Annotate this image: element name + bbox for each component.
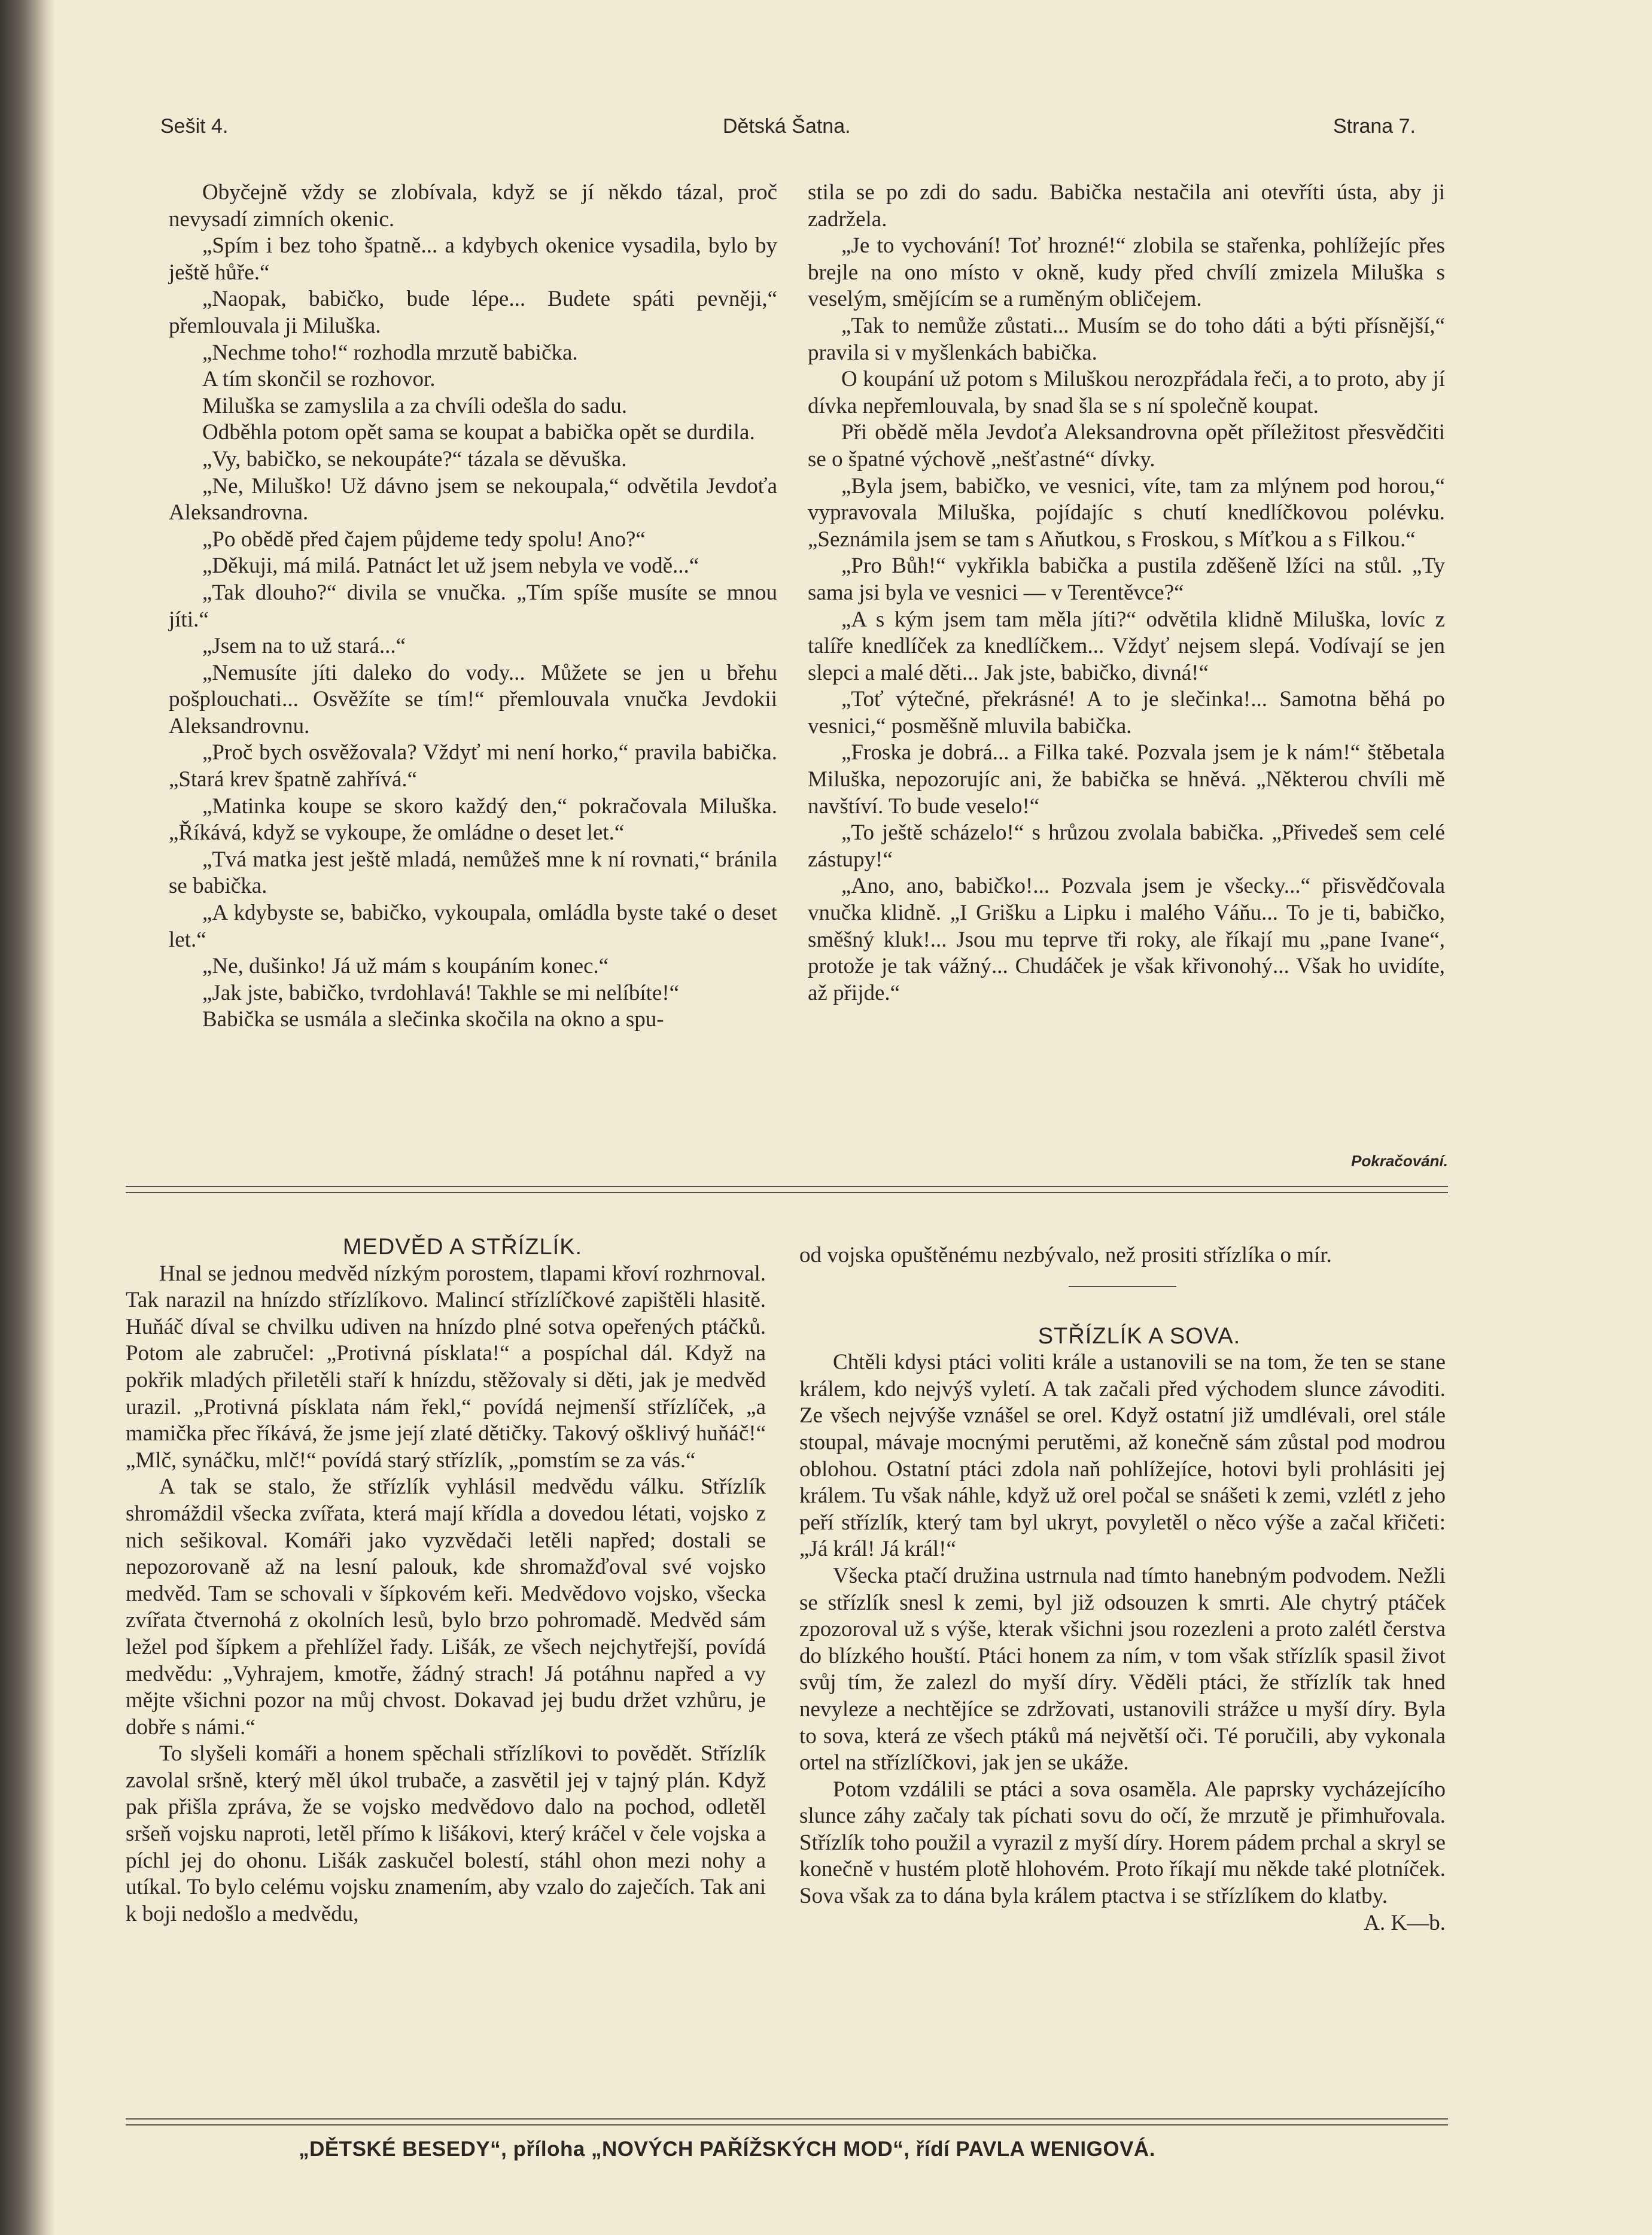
paragraph: „Byla jsem, babičko, ve vesnici, víte, tam za mlýnem pod horou,“ vypravovala Miluška, pojídajíc s chutí knedlíčkovou polévku. „Seznámila jsem se tam s Aňutkou, s Froskou, s Míťkou a s Filkou.“: [808, 473, 1445, 552]
paragraph: „Ne, Miluško! Už dávno jsem se nekoupala,“ odvětila Jevdoťa Aleksandrovna.: [169, 473, 777, 525]
paragraph: „Spím i bez toho špatně... a kdybych okenice vysadila, bylo by ještě hůře.“: [169, 233, 777, 285]
paragraph: „Je to vychování! Toť hrozné!“ zlobila se stařenka, pohlížejíc přes brejle na ono místo v okně, kudy před chvílí zmizela Miluška s veselým, smějícím se a ruměným obličejem.: [808, 233, 1445, 312]
paragraph: od vojska opuštěnému nezbývalo, než prositi střízlíka o mír.: [799, 1243, 1332, 1267]
author-signature: A. K—b.: [1364, 1910, 1446, 1935]
paragraph: To slyšeli komáři a honem spěchali střízlíkovi to povědět. Střízlík zavolal sršně, který měl úkol trubače, a zasvětil jej v tajný plán. Když pak přišla zpráva, že se vojsko medvědovo dalo na pochod, odletěl sršeň vojsku naproti, letěl přímo k lišákovi, který kráčel v čele vojska a píchl jej do ohonu. Lišák zaskučel bolestí, stáhl ohon mezi nohy a utíkal. To bylo celému vojsku znamením, aby vzalo do zaječích. Tak ani k boji nedošlo a medvědu,: [126, 1741, 766, 1926]
paragraph: „Matinka koupe se skoro každý den,“ pokračovala Miluška. „Říkává, když se vykoupe, že omládne o deset let.“: [169, 793, 777, 846]
header-issue: Sešit 4.: [160, 115, 229, 138]
paragraph: stila se po zdi do sadu. Babička nestačila ani otevříti ústa, aby ji zadržela.: [808, 180, 1445, 232]
publication-footer: „DĚTSKÉ BESEDY“, příloha „NOVÝCH PAŘÍŽSKÝCH MOD“, řídí PAVLA WENIGOVÁ.: [299, 2137, 1155, 2161]
paragraph: „Proč bych osvěžovala? Vždyť mi není horko,“ pravila babička. „Stará krev špatně zahřívá.“: [169, 740, 777, 792]
paragraph: „Tvá matka jest ještě mladá, nemůžeš mne k ní rovnati,“ bránila se babička.: [169, 847, 777, 899]
paragraph: Odběhla potom opět sama se koupat a babička opět se durdila.: [202, 420, 755, 445]
paragraph: A tím skončil se rozhovor.: [202, 367, 436, 392]
paragraph: „To ještě scházelo!“ s hrůzou zvolala babička. „Přivedeš sem celé zástupy!“: [808, 820, 1445, 872]
paragraph: „A s kým jsem tam měla jíti?“ odvětila klidně Miluška, lovíc z talíře knedlíček za knedlíčkem... Vždyť nejsem slepá. Vodívají se jen slepci a malé děti... Jak jste, babičko, divná!“: [808, 607, 1445, 685]
header-page-number: Strana 7.: [1333, 115, 1416, 138]
footer-divider: [126, 2118, 1448, 2120]
paragraph: „Tak to nemůže zůstati... Musím se do toho dáti a býti přísnější,“ pravila si v myšlenkách babička.: [808, 313, 1445, 365]
story-title: STŘÍZLÍK A SOVA.: [1038, 1323, 1241, 1349]
story1-column-right: [808, 180, 1445, 1006]
paragraph: „Jsem na to už stará...“: [202, 634, 406, 659]
paragraph: Hnal se jednou medvěd nízkým porostem, tlapami křoví rozhrnoval. Tak narazil na hnízdo střízlíkovo. Malincí střízlíčkové zapištěli hlasitě. Huňáč díval se chvilku udiven na hnízdo plné sotva opeřených ptáčků. Potom ale zabručel: „Protivná písklata!“ a pospíchal dál. Když na pokřik mladých přiletěli staří k hnízdu, stěžovaly si děti, jak je medvěd urazil. „Protivná písklata nám řekl,“ povídá nejmenší střízlíček, „a mamička přec říkává, že jsme její zlaté dětičky. Takový ošklivý huňáč!“ „Mlč, synáčku, mlč!“ povídá starý střízlík, „pomstím se za vás.“: [126, 1261, 766, 1473]
header-title: Dětská Šatna.: [723, 115, 851, 138]
paragraph: „Ne, dušinko! Já už mám s koupáním konec.“: [202, 954, 609, 979]
paragraph: „Tak dlouho?“ divila se vnučka. „Tím spíše musíte se mnou jíti.“: [169, 580, 777, 632]
paragraph: „Pro Bůh!“ vykřikla babička a pustila zděšeně lžíci na stůl. „Ty sama jsi byla ve vesnici — v Terentěvce?“: [808, 554, 1445, 605]
paragraph: „Po obědě před čajem půjdeme tedy spolu! Ano?“: [202, 527, 646, 552]
paragraph: „Vy, babičko, se nekoupáte?“ tázala se děvuška.: [202, 446, 627, 472]
paragraph: Při obědě měla Jevdoťa Aleksandrovna opět příležitost přesvědčiti se o špatné výchově „nešťastné“ dívky.: [808, 420, 1445, 472]
paragraph-text: Potom vzdálili se ptáci a sova osaměla. Ale paprsky vycházejícího slunce záhy začaly tak píchati sovu do očí, že mrzutě je přimhuřovala. Střízlík toho použil a vyrazil z myší díry. Horem pádem prchal a skryl se konečně v hustém plotě hlohovém. Proto říkají mu někde také plotníček. Sova však za to dána byla králem ptactva i se střízlíkem do klatby.: [799, 1777, 1446, 1909]
paragraph: Miluška se zamyslila a za chvíli odešla do sadu.: [202, 393, 628, 418]
story-divider: [1069, 1286, 1176, 1287]
paragraph: A tak se stalo, že střízlík vyhlásil medvědu válku. Střízlík shromáždil všecka zvířata, která mají křídla a dovedou létati, vojsko z nich sešikoval. Komáři jako vyzvědači letěli napřed; dostali se nepozorovaně až na lesní palouk, kde shromažďoval své vojsko medvěd. Tam se schovali v šípkovém keři. Medvědovo vojsko, všecka zvířata čtvernohá z okolních lesů, bylo brzo pohromadě. Medvěd sám ležel pod šípkem a přehlížel řady. Lišák, ze všech nejchytřejší, povídá medvědu: „Vyhrajem, kmotře, žádný strach! Já potáhnu napřed a vy mějte všichni pozor na můj chvost. Dokavad jej budu držet vzhůru, je dobře s námi.“: [126, 1474, 766, 1740]
paragraph: Chtěli kdysi ptáci voliti krále a ustanovili se na tom, že ten se stane králem, kdo nejvýš vyletí. A tak začali před východem slunce závoditi. Ze všech nejvýše vznášel se orel. Když ostatní již umdlévali, orel stále stoupal, mávaje mocnými perutěmi, až konečně sám zůstal pod modrou oblohou. Ostatní ptáci zdola naň pohlížejíce, hotovi byli prohlásiti jej králem. Tu však náhle, když už orel počal se snášeti k zemi, vzlétl z jeho peří střízlík, který tam byl ukryt, povyletěl o něco výše a začal křičeti: „Já král! Já král!“: [799, 1350, 1446, 1562]
paragraph: „Naopak, babičko, bude lépe... Budete spáti pevněji,“ přemlouvala ji Miluška.: [169, 287, 777, 338]
continued-note: Pokračování.: [1351, 1152, 1448, 1170]
paragraph: „Děkuji, má milá. Patnáct let už jsem nebyla ve vodě...“: [202, 554, 699, 579]
section-divider: [126, 1186, 1448, 1187]
story-title: MEDVĚD A STŘÍZLÍK.: [342, 1234, 583, 1260]
section-divider: [126, 1192, 1448, 1193]
paragraph: „Jak jste, babičko, tvrdohlavá! Takhle se mi nelíbíte!“: [202, 980, 680, 1005]
story2-story3-column-right: [799, 1242, 1446, 1936]
paragraph: Všecka ptačí družina ustrnula nad tímto hanebným podvodem. Nežli se střízlík snesl k zemi, byl již odsouzen k smrti. Ale chytrý ptáček zpozoroval už s výše, kterak všichni jsou rozezleni a proto zalétl čerstva do blízkého houští. Ptáci honem za ním, v tom však střízlík spasil život svůj tím, že zalezl do myší díry. Věděli ptáci, že střízlík tak hned nevyleze a nechtějíce se zdržovati, ustanovili strážce u myší díry. Byla to sova, která ze všech ptáků má největší oči. Té poručili, aby vykonala ortel na střízlíčkovi, jak jen se ukáže.: [799, 1563, 1446, 1775]
paragraph: „A kdybyste se, babičko, vykoupala, omládla byste také o deset let.“: [169, 901, 777, 952]
footer-divider: [126, 2124, 1448, 2125]
paragraph: „Nemusíte jíti daleko do vody... Můžete se jen u břehu pošplouchati... Osvěžíte se tím!“ přemlouvala vnučka Jevdokii Aleksandrovnu.: [169, 660, 777, 738]
paragraph: Obyčejně vždy se zlobívala, když se jí někdo tázal, proč nevysadí zimních okenic.: [169, 180, 777, 232]
paragraph: Babička se usmála a slečinka skočila na okno a spu-: [202, 1007, 664, 1032]
paragraph: „Nechme toho!“ rozhodla mrzutě babička.: [202, 340, 578, 365]
paragraph: „Ano, ano, babičko!... Pozvala jsem je všecky...“ přisvědčovala vnučka klidně. „I Grišku a Lipku i malého Váňu... To je ti, babičko, směšný kluk!... Jsou mu teprve tři roky, ale říkají mu „pane Ivane“, protože je tak vážný... Chudáček je však křivonohý... Však ho uvidíte, až přijde.“: [808, 874, 1445, 1005]
paragraph: „Froska je dobrá... a Filka také. Pozvala jsem je k nám!“ štěbetala Miluška, nepozorujíc ani, že babička se hněvá. „Některou chvíli mě navštíví. To bude veselo!“: [808, 740, 1445, 819]
paragraph: „Toť výtečné, překrásné! A to je slečinka!... Samotna běhá po vesnici,“ posměšně mluvila babička.: [808, 687, 1445, 738]
story1-column-left: [169, 180, 777, 1033]
paragraph: [799, 1777, 1446, 1935]
book-binding-edge: [0, 0, 55, 2235]
story2-column-left: [126, 1234, 766, 1927]
paragraph: O koupání už potom s Miluškou nerozpřádala řeči, a to proto, aby jí dívka nepřemlouvala, by snad šla se s ní společně koupat.: [808, 367, 1445, 418]
